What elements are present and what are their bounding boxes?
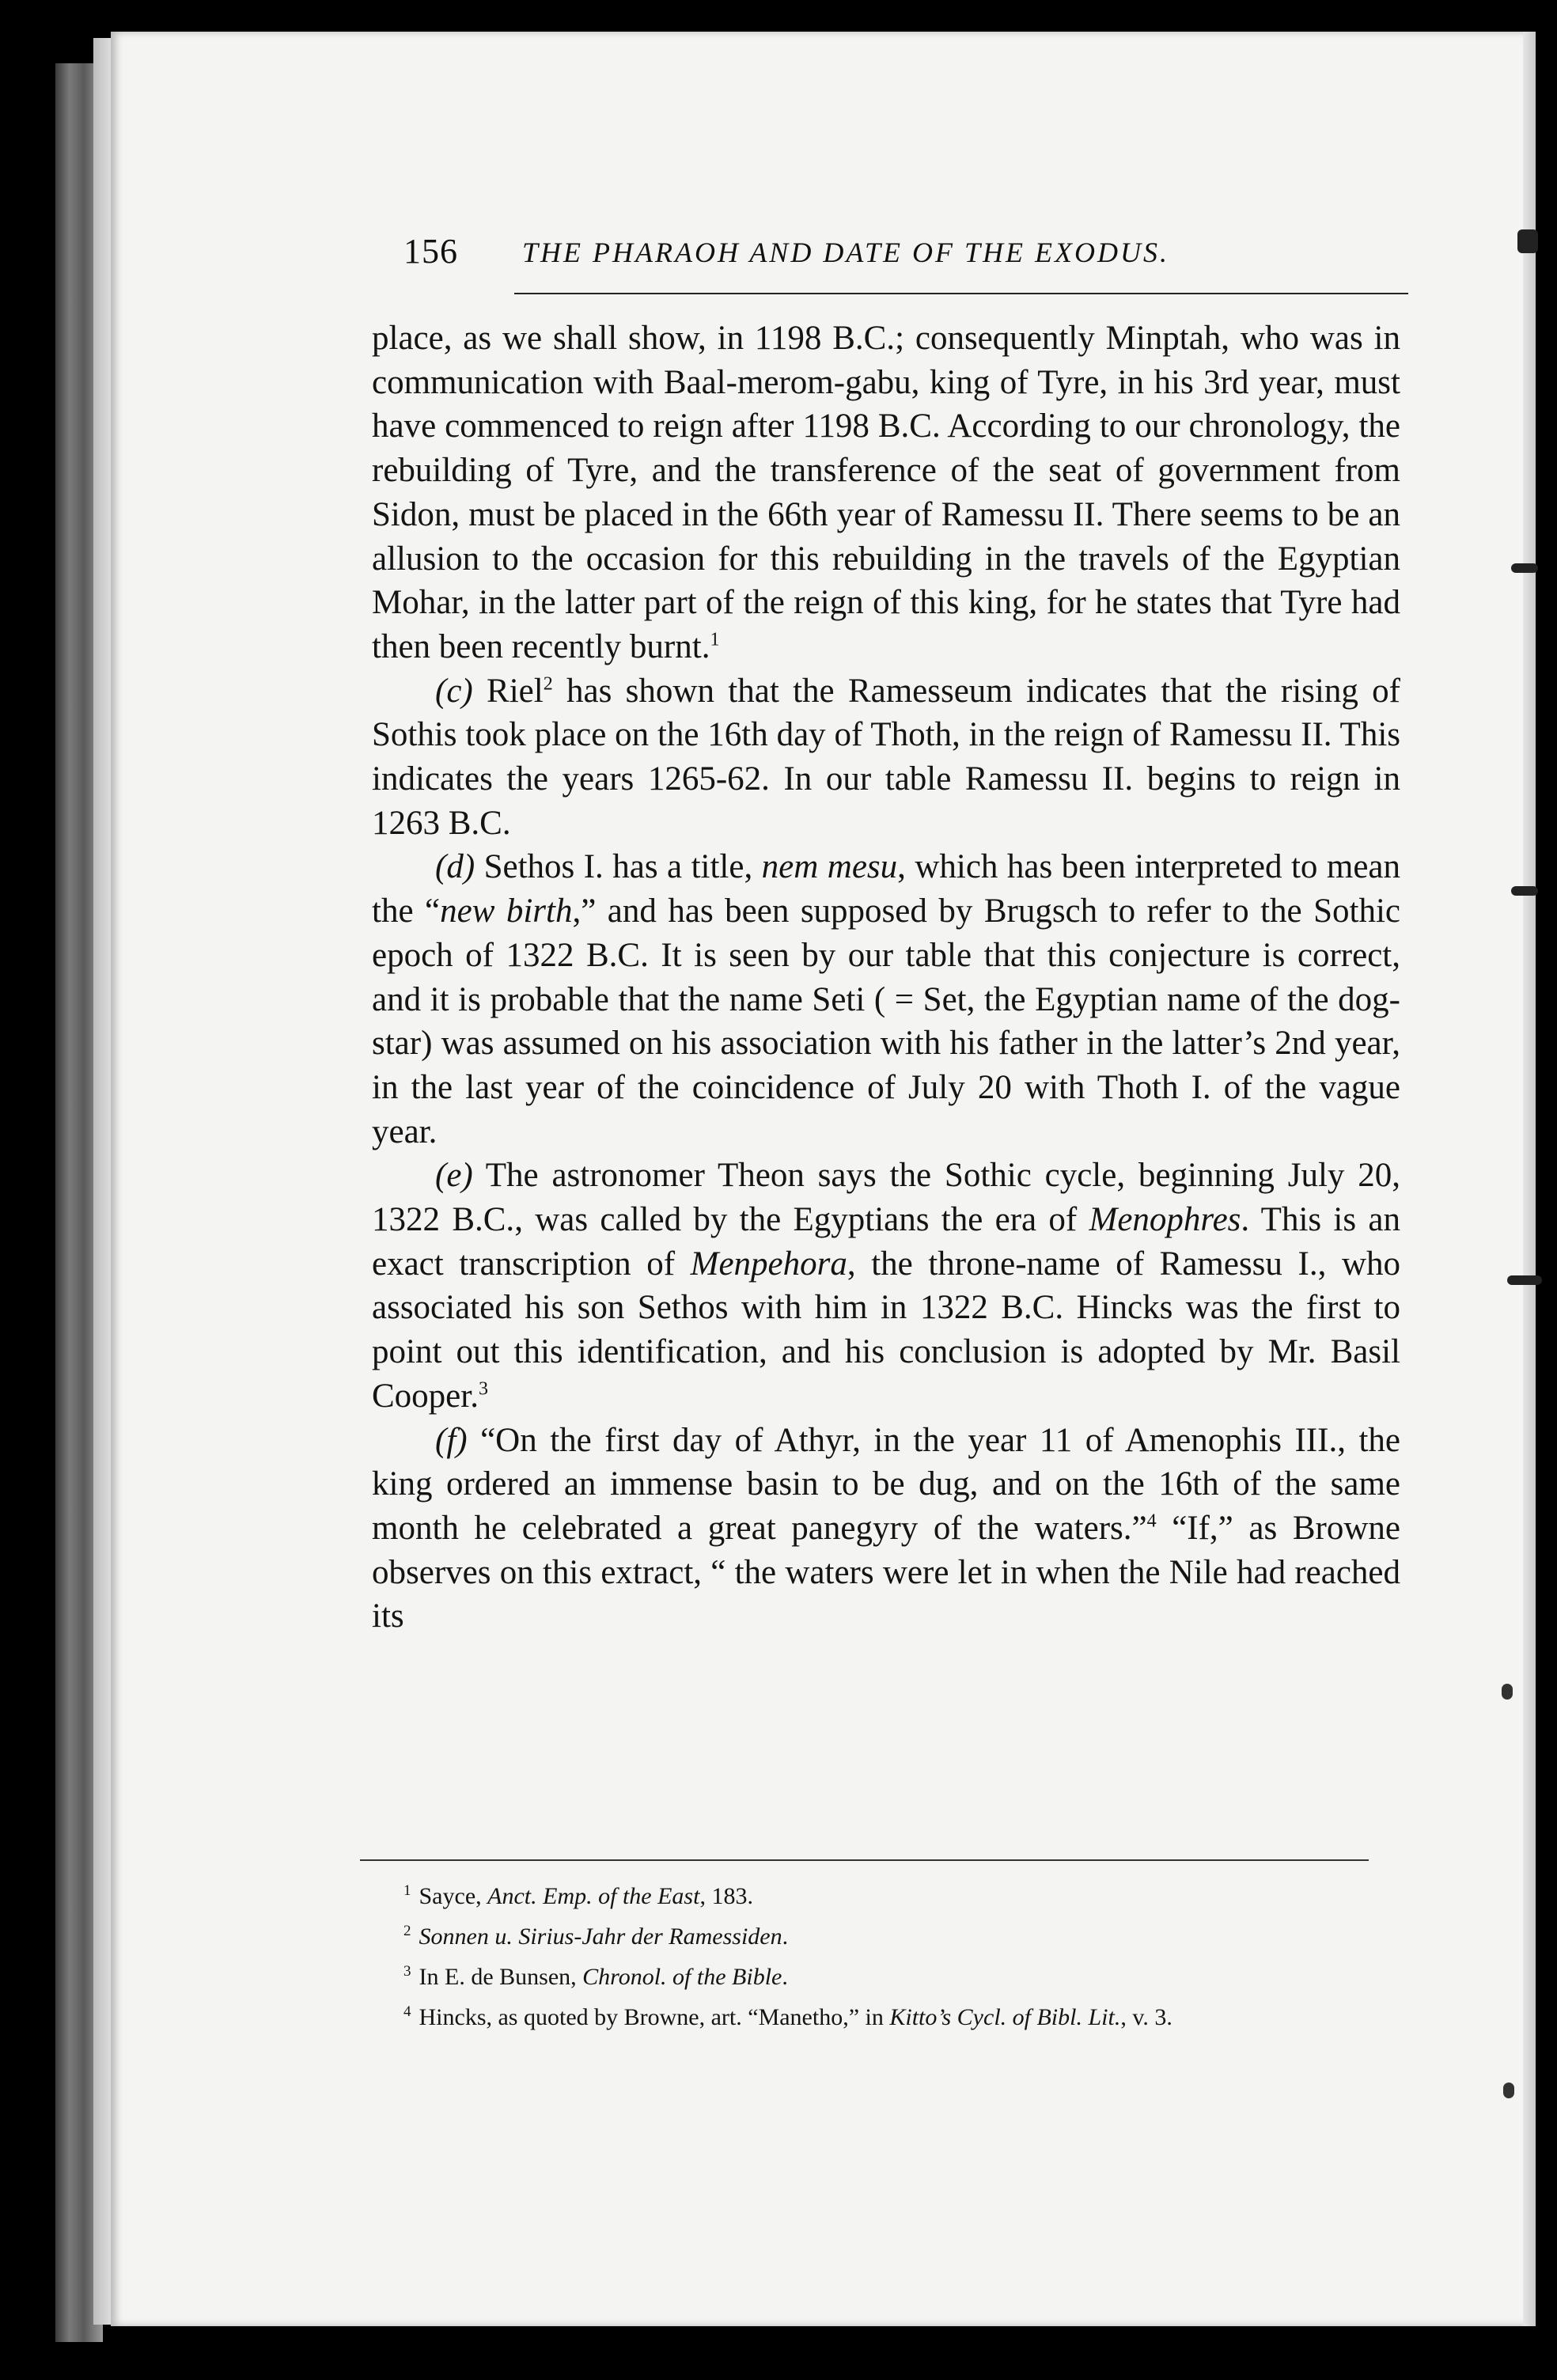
footnote-ref: 4	[1146, 1510, 1157, 1532]
footnote-ref: 2	[543, 673, 553, 695]
binding-mark	[1507, 1275, 1542, 1285]
running-title: THE PHARAOH AND DATE OF THE EXODUS.	[522, 237, 1169, 268]
binding-mark	[1511, 563, 1538, 573]
binding-mark	[1511, 886, 1538, 896]
footnote-ref: 1	[710, 629, 720, 650]
footnote-rule	[360, 1859, 1369, 1861]
header-rule	[514, 293, 1408, 294]
binding-mark	[1503, 2082, 1514, 2098]
footnote-ref: 3	[478, 1378, 488, 1400]
footnote-3: $^3$ In E. de Bunsen, Chronol. of the Bible.	[403, 1963, 788, 1990]
page-right-edge	[1523, 32, 1536, 2326]
binding-mark	[1517, 229, 1538, 253]
footnote-4: $^4$ Hincks, as quoted by Browne, art. “Manetho,” in Kitto’s Cycl. of Bibl. Lit., v. 3.	[403, 2003, 1172, 2030]
paragraph-e: (e) The astronomer Theon says the Sothic cycle, beginning July 20, 1322 B.C., was called by the Egyptians the era of Menophres. This is an exact transcription of Menpehora, the throne-name of Ramessu I., who associated his son Sethos with him in 1322 B.C. Hincks was the first to point out this identification, and his conclusion is adopted by Mr. Basil Cooper.$^3$	[372, 1157, 1401, 1415]
paragraph-f: (f) “On the first day of Athyr, in the year 11 of Amenophis III., the king ordered an immense basin to be dug, and on the 16th of the same month he celebrated a great panegyry of the waters.”$^4$ “If,” as Browne observes on this extract, “ the waters were let in when the Nile had reached its	[372, 1421, 1400, 1635]
paragraph-c: (c) Riel$^2$ has shown that the Ramesseum indicates that the rising of Sothis took place on the 16th day of Thoth, in the reign of Ramessu II. This indicates the years 1265-62. In our table Ramessu II. begins to reign in 1263 B.C.	[372, 672, 1401, 842]
footnote-2: $^2$ Sonnen u. Sirius-Jahr der Ramessiden.	[403, 1923, 789, 1950]
body-text	[372, 316, 1400, 1639]
page-header	[403, 231, 1432, 279]
page-number: 156	[403, 232, 458, 271]
footnotes	[372, 1874, 1392, 2035]
binding-mark	[1502, 1684, 1513, 1700]
footnote-1: $^1$ Sayce, Anct. Emp. of the East, 183.	[403, 1882, 753, 1909]
paragraph-1: place, as we shall show, in 1198 B.C.; consequently Minptah, who was in communication with Baal-merom-gabu, king of Tyre, in his 3rd year, must have commenced to reign after 1198 B.C. According to our chronology, the rebuilding of Tyre, and the transference of the seat of government from Sidon, must be placed in the 66th year of Ramessu II. There seems to be an allusion to the occasion for this rebuilding in the travels of the Egyptian Mohar, in the latter part of the reign of this king, for he states that Tyre had then been recently burnt.$^1$	[372, 320, 1401, 665]
paragraph-d: (d) Sethos I. has a title, nem mesu, which has been interpreted to mean the “new birth,” and has been supposed by Brugsch to refer to the Sothic epoch of 1322 B.C. It is seen by our table that this conjecture is correct, and it is probable that the name Seti ( = Set, the Egyptian name of the dog-star) was assumed on his association with his father in the latter’s 2nd year, in the last year of the coincidence of July 20 with Thoth I. of the vague year.	[372, 848, 1400, 1150]
